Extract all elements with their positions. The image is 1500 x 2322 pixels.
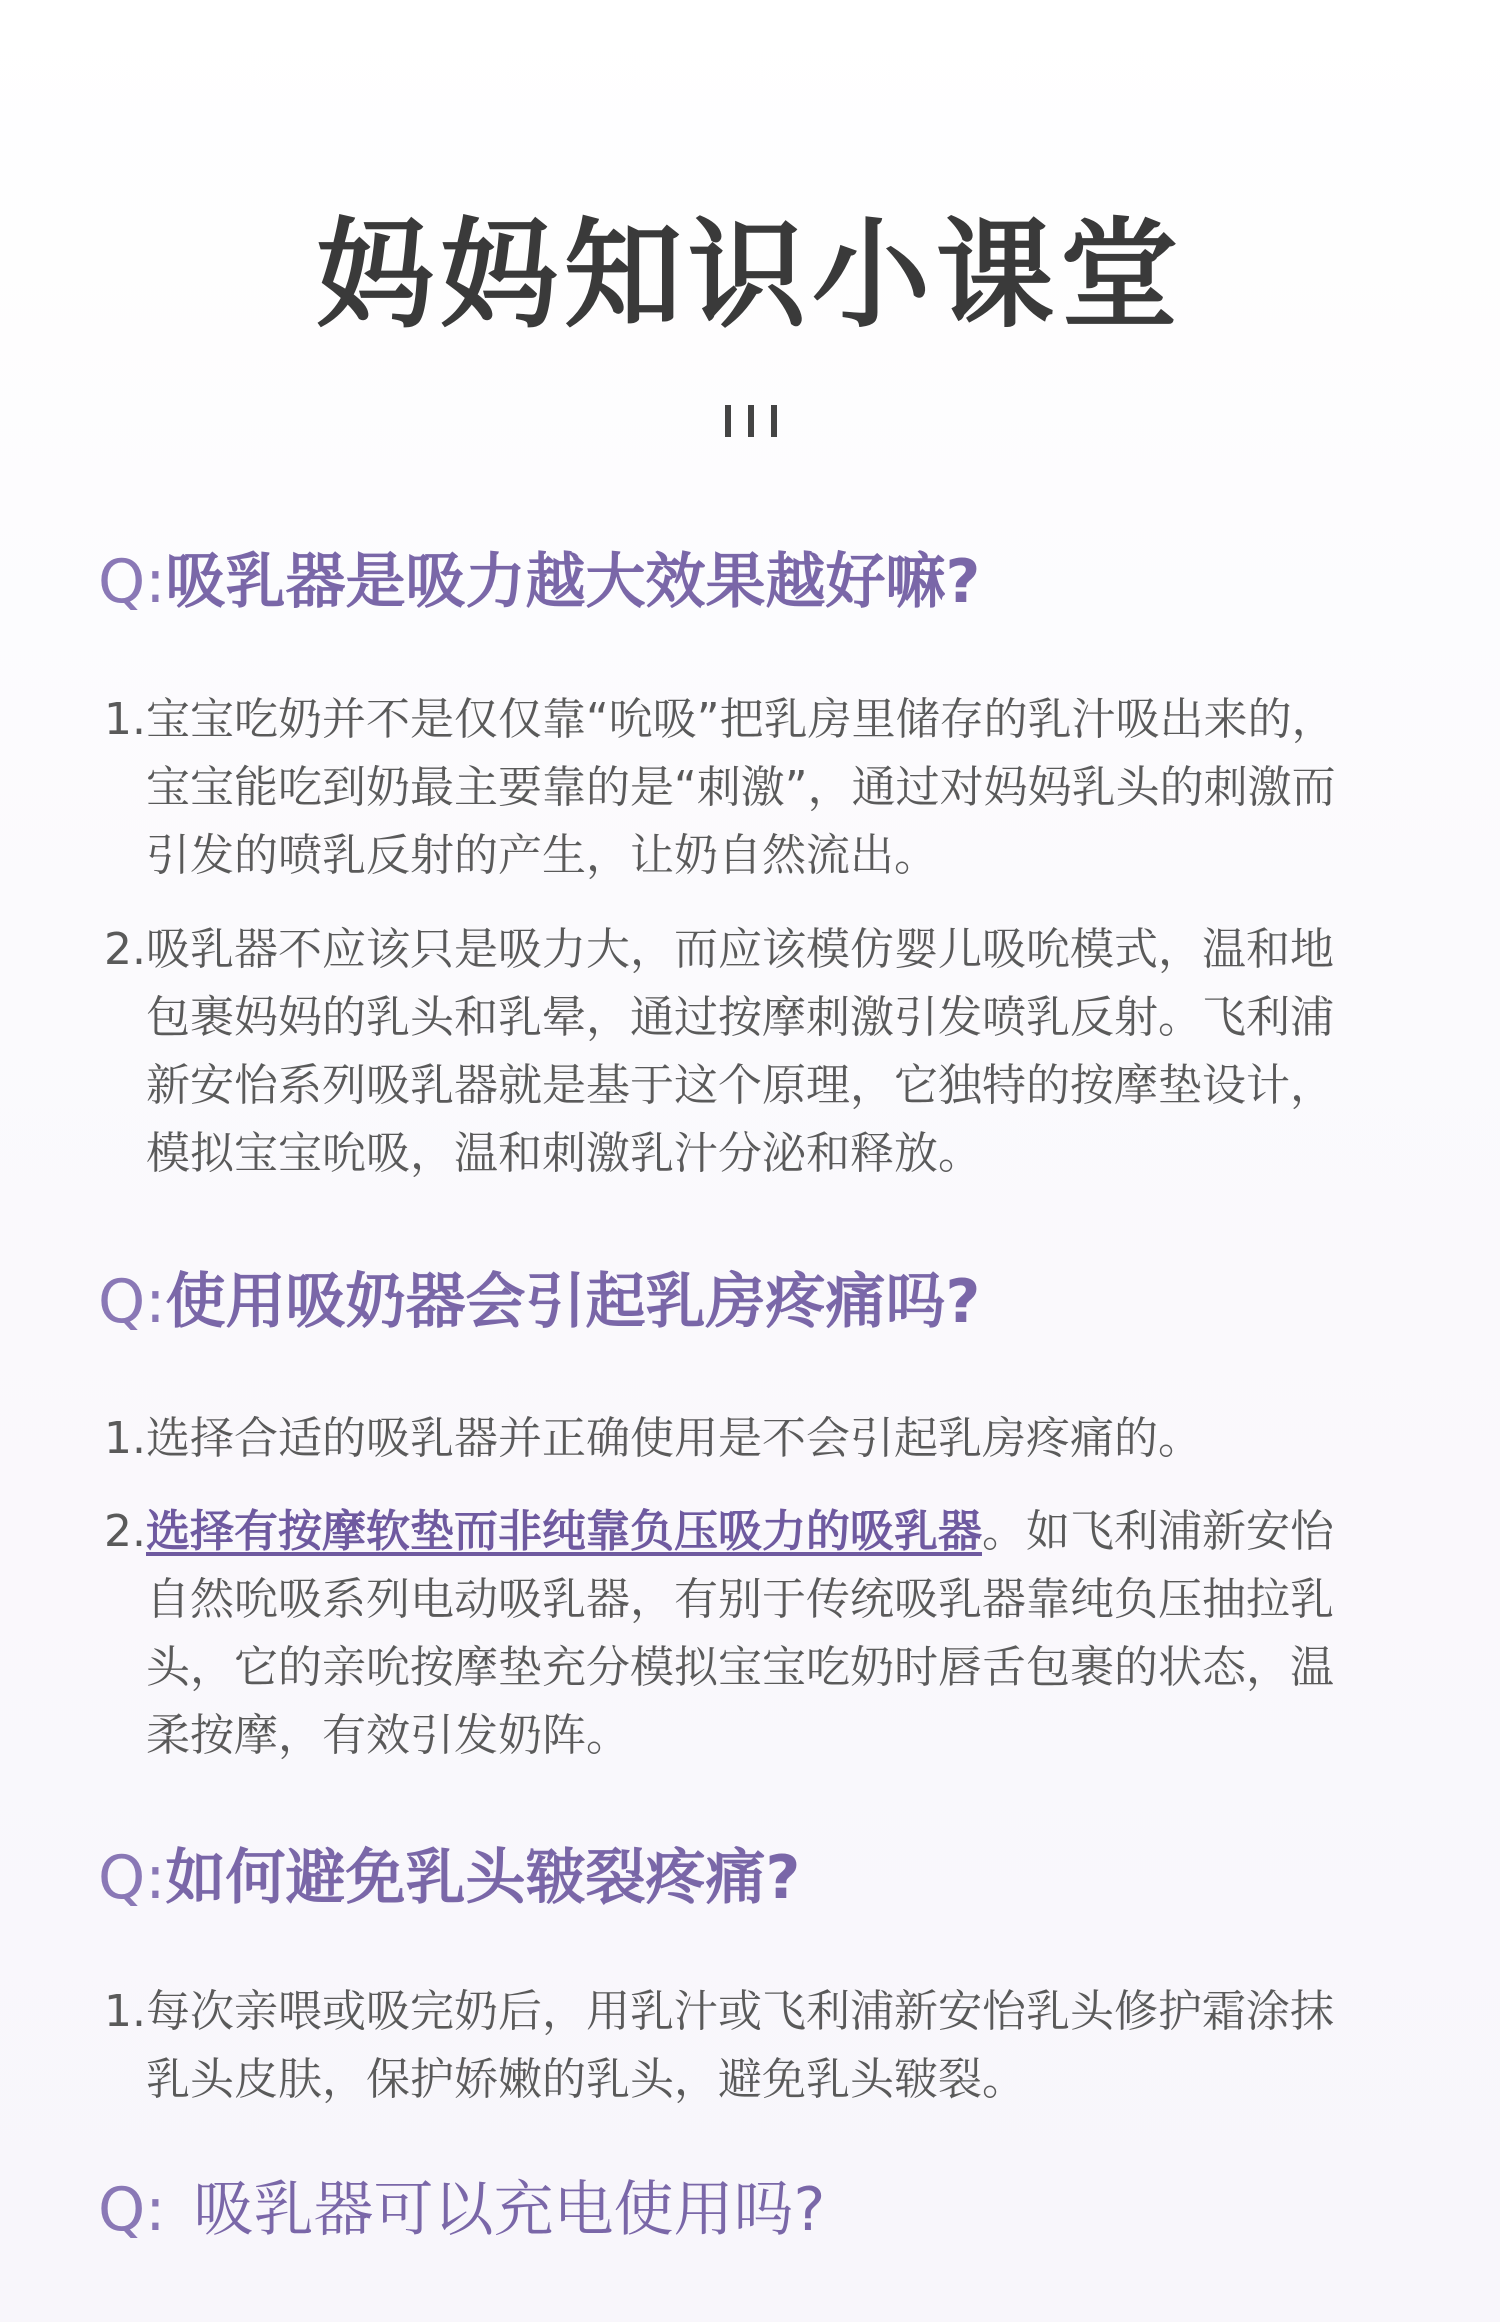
question-heading-1 (98, 542, 1428, 622)
question-text: 使用吸奶器会引起乳房疼痛吗? (165, 1267, 981, 1337)
answer-item (104, 916, 1354, 1188)
title-divider (725, 405, 777, 437)
divider-bar (771, 405, 777, 437)
question-text: 吸乳器是吸力越大效果越好嘛? (165, 547, 981, 617)
question-text: 吸乳器可以充电使用吗? (193, 2175, 826, 2245)
divider-bar (725, 405, 731, 437)
answer-number: 2. (104, 1506, 146, 1557)
answer-number: 1. (104, 1986, 146, 2037)
answer-item (104, 1405, 1354, 1473)
answer-highlight: 选择有按摩软垫而非纯靠负压吸力的吸乳器 (146, 1506, 982, 1557)
question-prefix: Q: (98, 1843, 166, 1913)
question-heading-2 (98, 1262, 1428, 1342)
answer-number: 1. (104, 1413, 146, 1464)
answer-number: 2. (104, 924, 146, 975)
question-prefix: Q: (98, 547, 166, 617)
answer-text: 宝宝吃奶并不是仅仅靠“吮吸”把乳房里储存的乳汁吸出来的，宝宝能吃到奶最主要靠的是“刺激”，通过对妈妈乳头的刺激而引发的喷乳反射的产生，让奶自然流出。 (146, 694, 1336, 881)
answer-text-block (146, 1498, 1354, 1770)
page-title: 妈妈知识小课堂 (315, 206, 1184, 344)
question-heading-3 (98, 1838, 1428, 1918)
answer-text: 选择合适的吸乳器并正确使用是不会引起乳房疼痛的。 (146, 1413, 1202, 1464)
question-prefix: Q: (98, 2175, 166, 2245)
question-heading-4 (98, 2170, 1428, 2250)
answer-text: 吸乳器不应该只是吸力大，而应该模仿婴儿吸吮模式，温和地包裹妈妈的乳头和乳晕，通过按摩刺激引发喷乳反射。飞利浦新安怡系列吸乳器就是基于这个原理，它独特的按摩垫设计，模拟宝宝吮吸，温和刺激乳汁分泌和释放。 (146, 924, 1334, 1179)
divider-bar (748, 405, 754, 437)
answer-item (104, 1498, 1354, 1770)
answer-item (104, 686, 1354, 890)
answer-text: 每次亲喂或吸完奶后，用乳汁或飞利浦新安怡乳头修护霜涂抹乳头皮肤，保护娇嫩的乳头，避免乳头皲裂。 (146, 1986, 1334, 2105)
question-text: 如何避免乳头皲裂疼痛? (165, 1843, 801, 1913)
answer-text: 。如飞利浦新安怡自然吮吸系列电动吸乳器，有别于传统吸乳器靠纯负压抽拉乳头，它的亲吮按摩垫充分模拟宝宝吃奶时唇舌包裹的状态，温柔按摩，有效引发奶阵。 (146, 1506, 1334, 1761)
answer-number: 1. (104, 694, 146, 745)
answer-item (104, 1978, 1354, 2114)
question-prefix: Q: (98, 1267, 166, 1337)
